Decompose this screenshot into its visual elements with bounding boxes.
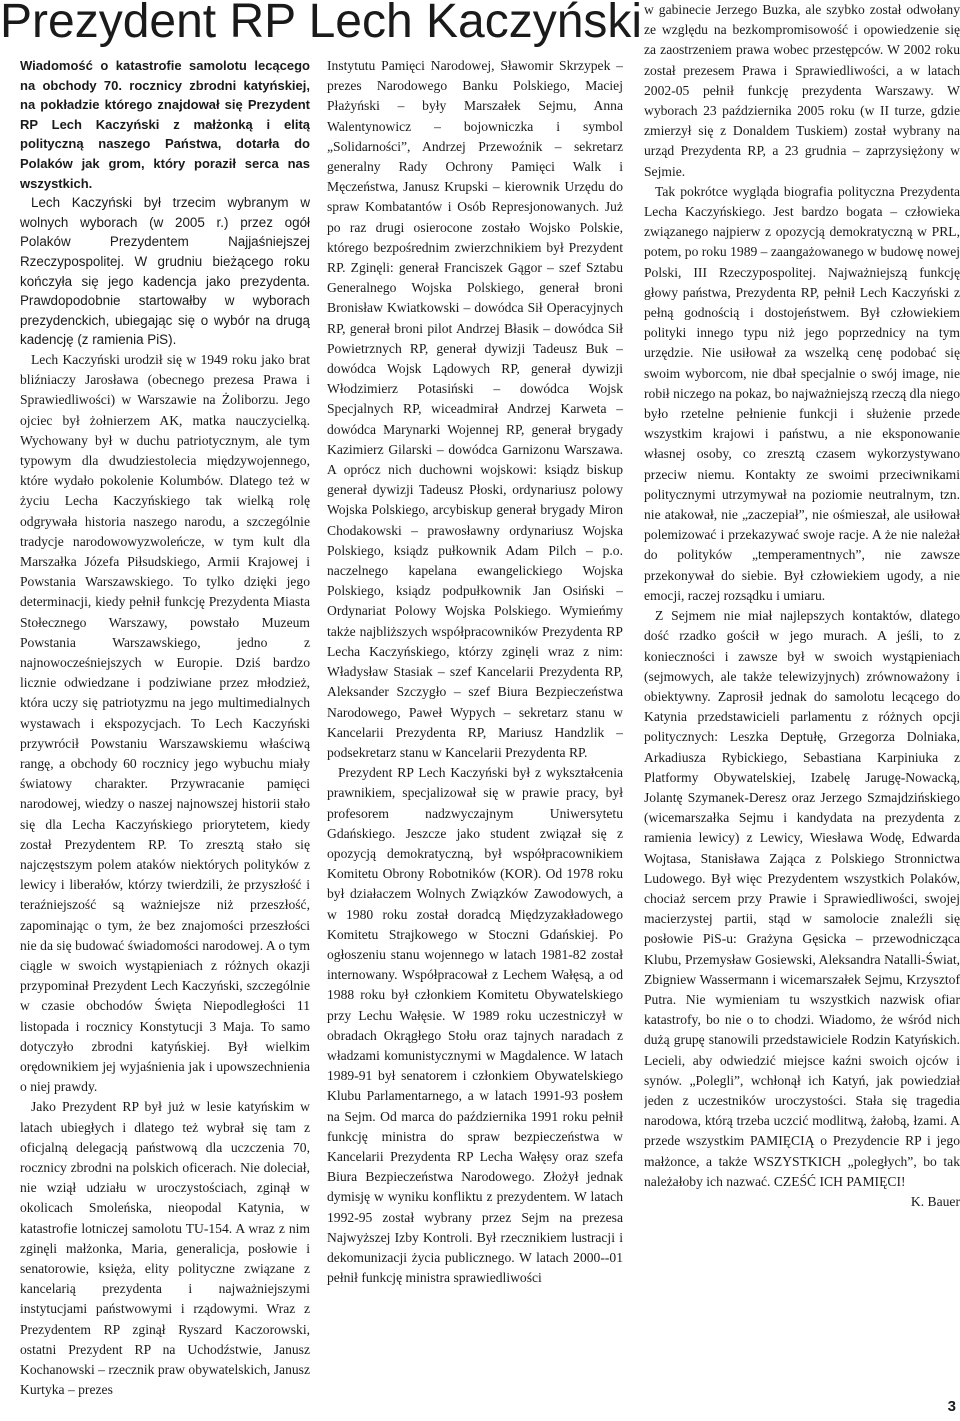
article-column-1	[20, 56, 310, 1408]
page-number: 3	[947, 1398, 956, 1415]
article-paragraph: w gabinecie Jerzego Buzka, ale szybko został odwołany ze względu na bezkompromisowość i opowiedzenie się za zaostrzeniem prawa wobec przestępców. W 2002 roku został prezesem Prawa i Sprawiedliwości, a w latach 2002-05 pełnił funkcję prezydenta Warszawy. W wyborach 23 października 2005 roku (w II turze, gdzie zmierzył się z Donaldem Tuskiem) został wybrany na urząd Prezydenta RP, a 23 grudnia – zaprzysiężony w Sejmie.	[644, 2, 960, 179]
article-paragraph: Lech Kaczyński urodził się w 1949 roku jako brat bliźniaczy Jarosława (obecnego prezesa Prawa i Sprawiedliwości) w Warszawie na Żoliborzu. Jego ojciec był żołnierzem AK, matka nauczycielką. Wychowany był w duchu patriotycznym, ale tym typowym dla dwudziestolecia międzywojennego, które wydało pokolenie Kolumbów. Dlatego też w życiu Lecha Kaczyńskiego tak wielką rolę odgrywała historia naszego narodu, a szczególnie tradycje narodowowyzwoleńcze, w tym kult dla Marszałka Józefa Piłsudskiego, Armii Krajowej i Powstania Warszawskiego. To tylko dzięki jego determinacji, kiedy pełnił funkcję Prezydenta Miasta Stołecznego Warszawy, powstało Muzeum Powstania Warszawskiego, jedno z najnowocześniejszych w Europie. Dziś bardzo licznie odwiedzane i podziwiane przez młodzież, która uczy się patriotyzmu na jego multimedialnych wystawach i ekspozycjach. To Lech Kaczyński przywrócił Powstaniu Warszawskiemu właściwą rangę, a obchody 60 rocznicy jego wybuchu miały światowy charakter. Przywracanie pamięci narodowej, wiedzy o naszej najnowszej historii stało się dla Lecha Kaczyńskiego priorytetem, kiedy został Prezydentem RP. To zresztą stało się najczęstszym polem ataków niektórych polityków z lewicy i liberałów, którzy twierdzili, że przyszłość i teraźniejszość są ważniejsze niż przeszłość, zapominając o tym, że bez znajomości przeszłości nie da się budować świadomości narodowej. A o tym ciągle w swoich wystąpieniach z różnych okazji przypominał Prezydent Lech Kaczyński, szczególnie w czasie obchodów Święta Niepodległości 11 listopada i rocznicy Konstytucji 3 Maja. To samo dotyczyło zbrodni katyńskiej. Był wielkim orędownikiem jej wyjaśnienia jak i upowszechnienia o niej prawdy.	[20, 351, 310, 1095]
article-paragraph: Prezydent RP Lech Kaczyński był z wykształcenia prawnikiem, specjalizował się w prawie pracy, był profesorem nadzwyczajnym Uniwersytetu Gdańskiego. Jeszcze jako student związał się z opozycją demokratyczną, był współpracownikiem Komitetu Obrony Robotników (KOR). Od 1978 roku był działaczem Wolnych Związków Zawodowych, a w 1980 roku został doradcą Międzyzakładowego Komitetu Strajkowego w Stoczni Gdańskiej. Po ogłoszeniu stanu wojennego w latach 1981-82 został internowany. Współpracował z Lechem Wałęsą, a od 1988 roku był członkiem Komitetu Obywatelskiego przy Lechu Wałęsie. W 1989 roku uczestniczył w obradach Okrągłego Stołu oraz tajnych naradach z władzami komunistycznymi w Magdalence. W latach 1989-91 był senatorem i członkiem Obywatelskiego Klubu Parlamentarnego, a w latach 1991-93 posłem na Sejm. Od marca do października 1991 roku pełnił funkcję ministra do spraw bezpieczeństwa w Kancelarii Prezydenta RP Lecha Wałęsy oraz szefa Biura Bezpieczeństwa Narodowego. Złożył jednak dymisję w wyniku konfliktu z prezydentem. W latach 1992-95 został wybrany przez Sejm na prezesa Najwyższej Izby Kontroli. Był rzecznikiem lustracji i dekomunizacji życia publicznego. W latach 2000--01 pełnił funkcję ministra sprawiedliwości	[327, 765, 623, 1286]
article-author: K. Bauer	[910, 1193, 960, 1209]
article-column-3	[644, 0, 960, 1380]
article-paragraph: Lech Kaczyński był trzecim wybranym w wolnych wyborach (w 2005 r.) przez ogół Polaków Prezydentem Najjaśniejszej Rzeczypospolitej. W grudniu bieżącego roku kończyła się jego kadencja jako prezydenta. Prawdopodobnie startowałby w wyborach prezydenckich, ubiegając się o wybór na drugą kadencję (z ramienia PiS).	[20, 195, 310, 348]
article-title: Prezydent RP Lech Kaczyński	[0, 0, 643, 48]
article-column-2	[327, 56, 623, 1408]
article-lead: Wiadomość o katastrofie samolotu lecącego na obchody 70. rocznicy zbrodni katyńskiej, na pokładzie którego znajdował się Prezydent RP Lech Kaczyński z małżonką i elitą polityczną naszego Państwa, dotarła do Polaków jak grom, który poraził serca nas wszystkich.	[20, 58, 310, 191]
article-paragraph: Z Sejmem nie miał najlepszych kontaktów, dlatego dość rzadko gościł w jego murach. A jeśli, to z konieczności i zawsze był w swoich wystąpieniach (sejmowych, ale także telewizyjnych) zrównoważony i obiektywny. Zaprosił jednak do samolotu lecącego do Katynia przedstawicieli parlamentu z różnych opcji politycznych: Leszka Deptułę, Grzegorza Dolniaka, Arkadiusza Rybickiego, Sebastiana Karpiniuka z Platformy Obywatelskiej, Izabelę Jarugę-Nowacką, Jolantę Szymanek-Deresz oraz Jerzego Szmajdzińskiego (wicemarszałka Sejmu i kandydata na prezydenta z ramienia lewicy) z Lewicy, Wiesława Wodę, Edwarda Wojtasa, Stanisława Zająca z Polskiego Stronnictwa Ludowego. Był więc Prezydentem wszystkich Polaków, chociaż sercem przy Prawie i Sprawiedliwości, swojej macierzystej partii, stąd w samolocie znaleźli się posłowie PiS-u: Grażyna Gęsicka – przewodnicząca Klubu, Przemysław Gosiewski, Aleksandra Natalli-Świat, Zbigniew Wassermann i wicemarszałek Sejmu, Krzysztof Putra. Nie wymieniam tu wszystkich nazwisk ofiar katastrofy, bo nie o to chodzi. Wiadomo, że wśród nich dużą grupę stanowili przedstawiciele Rodzin Katyńskich. Lecieli, aby odwiedzić miejsce kaźni swoich ojców i synów. „Polegli”, wchłonął ich Katyń, jak powiedział jeden z uczestników uroczystości. Stała się tragedia narodowa, którą trzeba uczcić modlitwą, żałobą, łzami. A przede wszystkim PAMIĘCIĄ o Prezydencie RP i jego małżonce, a także WSZYSTKICH „poległych”, bo tak należałoby ich nazwać. CZEŚĆ ICH PAMIĘCI!	[644, 608, 960, 1189]
article-paragraph: Jako Prezydent RP był już w lesie katyńskim w latach ubiegłych i dlatego też wybrał się tam z oficjalną delegacją państwową dla uczczenia 70, rocznicy zbrodni na polskich oficerach. Nie doleciał, nie wziął udziału w uroczystościach, zginął w okolicach Smoleńska, nieopodal Katynia, w katastrofie lotniczej samolotu TU-154. A wraz z nim zginęli małżonka, Maria, generalicja, posłowie i senatorowie, księża, elity polityczne związane z kancelarią prezydenta i najważniejszymi instytucjami państwowymi i rządowymi. Wraz z Prezydentem RP zginął Ryszard Kaczorowski, ostatni Prezydent RP na Uchodźstwie, Janusz Kochanowski – rzecznik praw obywatelskich, Janusz Kurtyka – prezes	[20, 1099, 310, 1398]
article-paragraph: Tak pokrótce wygląda biografia polityczna Prezydenta Lecha Kaczyńskiego. Jest bardzo bogata – człowieka związanego najpierw z opozycją demokratyczną w PRL, potem, po roku 1989 – zaangażowanego w budowę nowej Polski, III Rzeczypospolitej. Najważniejszą funkcję głowy państwa, Prezydenta RP, pełnił Lech Kaczyński z pełną godnością i dostojeństwem. Był człowiekiem polityki innego typu niż jego poprzednicy na tym urzędzie. Nie usiłował za wszelką cenę podobać się swoim wyborcom, nie dbał specjalnie o swój image, nie robił niczego na pokaz, bo najważniejszą rzeczą dla niego było rzetelne pełnienie funkcji i służenie przede wszystkim krajowi i państwu, a nie eksponowanie własnej osoby, co zresztą czasem wykorzystywano przeciw niemu. Kontakty ze swoimi przeciwnikami politycznymi utrzymywał na poziomie neutralnym, tzn. nie atakował, nie „zaczepiał”, nie ośmieszał, ale usiłował polemizować i przekazywać swoje racje. A że nie należał do polityków „temperamentnych”, nie zawsze przekonywał do siebie. Był człowiekiem ugody, a nie emocji, raczej rozsądku i umiaru.	[644, 183, 960, 603]
article-paragraph: Instytutu Pamięci Narodowej, Sławomir Skrzypek – prezes Narodowego Banku Polskiego, Maciej Płażyński – były Marszałek Sejmu, Anna Walentynowicz – bojowniczka i symbol „Solidarności”, Andrzej Przewoźnik – sekretarz generalny Rady Ochrony Pamięci Walk i Męczeństwa, Janusz Krupski – kierownik Urzędu do spraw Kombatantów i Osób Represjonowanych. Już po raz drugi osierocone zostało Wojsko Polskie, którego bezpośrednim zwierzchnikiem był Prezydent RP. Zginęli: generał Franciszek Gągor – szef Sztabu Generalnego Wojska Polskiego, generał broni Bronisław Kwiatkowski – dowódca Sił Operacyjnych RP, generał broni pilot Andrzej Błasik – dowódca Sił Powietrznych RP, generał dywizji Tadeusz Buk – dowódca Wojsk Lądowych RP, generał dywizji Włodzimierz Potasiński – dowódca Wojsk Specjalnych RP, wiceadmirał Andrzej Karweta – dowódca Marynarki Wojennej RP, generał brygady Kazimierz Gilarski – dowódca Garnizonu Warszawa. A oprócz nich duchowni wojskowi: ksiądz biskup generał dywizji Tadeusz Płoski, ordynariusz polowy Wojska Polskiego, arcybiskup generał brygady Miron Chodakowski – prawosławny ordynariusz Wojska Polskiego, ksiądz pułkownik Adam Pilch – p.o. naczelnego kapelana ewangelickiego Wojska Polskiego, ksiądz podpułkownik Jan Osiński – Ordynariat Polowy Wojska Polskiego. Wymieńmy także najbliższych współpracowników Prezydenta RP Lecha Kaczyńskiego, którzy zginęli wraz z nim: Władysław Stasiak – szef Kancelarii Prezydenta RP, Aleksander Szczygło – szef Biura Bezpieczeństwa Narodowego, Paweł Wypych – sekretarz stanu w Kancelarii Prezydenta RP, Mariusz Handzlik – podsekretarz stanu w Kancelarii Prezydenta RP.	[327, 58, 623, 760]
